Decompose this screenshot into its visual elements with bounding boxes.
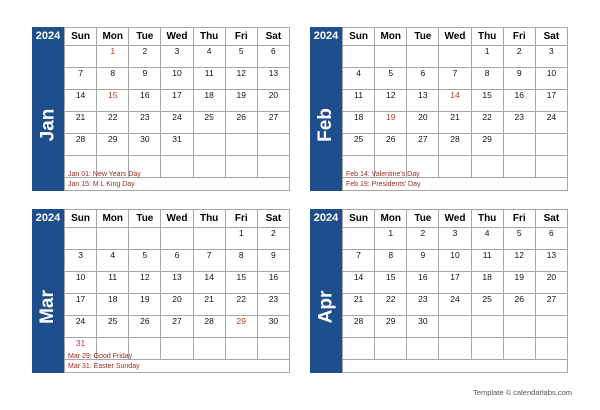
day-cell: 20 <box>535 272 567 294</box>
day-cell: 16 <box>257 272 289 294</box>
week-row <box>343 46 568 68</box>
holiday-notes <box>342 170 568 191</box>
day-cell: 19 <box>375 112 407 134</box>
week-row <box>343 294 568 316</box>
day-cell: 17 <box>535 90 567 112</box>
week-row <box>343 112 568 134</box>
day-cell: 15 <box>375 272 407 294</box>
week-row <box>65 250 290 272</box>
day-cell: 9 <box>129 68 161 90</box>
weekday-header: Mon <box>97 28 129 46</box>
day-cell: 25 <box>343 134 375 156</box>
week-row <box>343 228 568 250</box>
day-cell: 4 <box>471 228 503 250</box>
day-cell: 15 <box>97 90 129 112</box>
week-row <box>65 294 290 316</box>
day-cell: 26 <box>503 294 535 316</box>
day-cell: 12 <box>225 68 257 90</box>
weekday-header: Fri <box>225 210 257 228</box>
day-cell: 11 <box>97 272 129 294</box>
day-cell: 11 <box>471 250 503 272</box>
day-cell: 2 <box>129 46 161 68</box>
day-cell: 9 <box>257 250 289 272</box>
weekday-header: Fri <box>503 28 535 46</box>
holiday-note: Feb 14: Valentine's Day <box>346 171 420 178</box>
day-cell: 4 <box>193 46 225 68</box>
day-cell: 10 <box>65 272 97 294</box>
day-cell: 15 <box>471 90 503 112</box>
weekday-header: Wed <box>161 210 193 228</box>
day-cell: 23 <box>503 112 535 134</box>
day-cell: 8 <box>225 250 257 272</box>
weekday-header: Sun <box>65 28 97 46</box>
day-cell: 13 <box>257 68 289 90</box>
day-cell: 18 <box>343 112 375 134</box>
day-cell: 1 <box>225 228 257 250</box>
weekday-header: Tue <box>407 28 439 46</box>
week-row <box>65 68 290 90</box>
day-cell: 7 <box>439 68 471 90</box>
day-cell: 20 <box>407 112 439 134</box>
weekday-header: Mon <box>375 28 407 46</box>
day-cell: 12 <box>129 272 161 294</box>
holiday-note: Feb 19: Presidents' Day <box>346 181 421 188</box>
day-cell: 8 <box>471 68 503 90</box>
holiday-note: Jan 01: New Years Day <box>68 171 141 178</box>
day-cell: 13 <box>161 272 193 294</box>
day-cell: 22 <box>375 294 407 316</box>
day-cell: 27 <box>257 112 289 134</box>
month-label: Apr <box>315 290 337 324</box>
day-cell: 28 <box>65 134 97 156</box>
holiday-note: Mar 29: Good Friday <box>68 353 133 360</box>
holiday-notes <box>64 170 290 191</box>
weekday-header: Sat <box>535 210 567 228</box>
day-cell: 5 <box>225 46 257 68</box>
day-cell: 25 <box>193 112 225 134</box>
day-cell: 6 <box>535 228 567 250</box>
day-cell <box>161 228 193 250</box>
day-cell: 11 <box>193 68 225 90</box>
day-cell: 2 <box>503 46 535 68</box>
day-cell: 23 <box>257 294 289 316</box>
day-cell: 21 <box>343 294 375 316</box>
week-row <box>65 90 290 112</box>
day-cell: 27 <box>407 134 439 156</box>
day-cell: 23 <box>129 112 161 134</box>
year-label: 2024 <box>313 30 339 42</box>
day-cell: 1 <box>471 46 503 68</box>
day-cell <box>97 228 129 250</box>
holiday-notes <box>342 352 568 373</box>
weekday-header: Tue <box>129 28 161 46</box>
day-cell: 19 <box>503 272 535 294</box>
day-cell <box>375 46 407 68</box>
weekday-header: Sun <box>65 210 97 228</box>
day-cell: 10 <box>439 250 471 272</box>
month-grid <box>64 209 290 360</box>
calendar-mar <box>32 209 290 373</box>
month-sidebar <box>32 209 64 373</box>
weekday-header: Thu <box>193 28 225 46</box>
weekday-header: Tue <box>129 210 161 228</box>
day-cell: 7 <box>65 68 97 90</box>
day-cell: 24 <box>161 112 193 134</box>
day-cell: 19 <box>129 294 161 316</box>
day-cell: 1 <box>375 228 407 250</box>
year-label: 2024 <box>313 212 339 224</box>
weekday-header: Sun <box>343 210 375 228</box>
day-cell: 27 <box>535 294 567 316</box>
day-cell: 20 <box>161 294 193 316</box>
day-cell: 20 <box>257 90 289 112</box>
day-cell: 23 <box>407 294 439 316</box>
week-row <box>65 134 290 156</box>
day-cell: 19 <box>225 90 257 112</box>
weekday-header: Wed <box>439 210 471 228</box>
holiday-note: Mar 31: Easter Sunday <box>68 363 140 370</box>
day-cell: 28 <box>193 316 225 338</box>
year-label: 2024 <box>35 212 61 224</box>
weekday-header: Thu <box>193 210 225 228</box>
holiday-notes <box>64 352 290 373</box>
weekday-header: Sat <box>535 28 567 46</box>
week-row <box>343 272 568 294</box>
day-cell <box>535 134 567 156</box>
day-cell: 12 <box>375 90 407 112</box>
weekday-header: Fri <box>225 28 257 46</box>
month-sidebar <box>32 27 64 191</box>
day-cell: 30 <box>129 134 161 156</box>
day-cell: 4 <box>97 250 129 272</box>
day-cell: 1 <box>97 46 129 68</box>
weekday-header: Tue <box>407 210 439 228</box>
day-cell: 9 <box>407 250 439 272</box>
day-cell: 29 <box>225 316 257 338</box>
month-label-wrap <box>32 267 64 347</box>
day-cell <box>407 46 439 68</box>
calendar-jan <box>32 27 290 191</box>
day-cell: 2 <box>257 228 289 250</box>
day-cell: 9 <box>503 68 535 90</box>
day-cell <box>193 228 225 250</box>
day-cell: 10 <box>161 68 193 90</box>
day-cell: 31 <box>161 134 193 156</box>
week-row <box>65 228 290 250</box>
day-cell: 24 <box>65 316 97 338</box>
day-cell: 29 <box>375 316 407 338</box>
weekday-header: Sat <box>257 210 289 228</box>
day-cell: 6 <box>161 250 193 272</box>
day-cell: 31 <box>65 338 97 360</box>
weekday-header: Sat <box>257 28 289 46</box>
day-cell: 14 <box>343 272 375 294</box>
month-sidebar <box>310 209 342 373</box>
day-cell: 29 <box>97 134 129 156</box>
week-row <box>65 316 290 338</box>
day-cell <box>225 134 257 156</box>
weekday-header: Thu <box>471 28 503 46</box>
day-cell: 29 <box>471 134 503 156</box>
day-cell: 4 <box>343 68 375 90</box>
day-cell: 21 <box>193 294 225 316</box>
day-cell: 16 <box>129 90 161 112</box>
day-cell: 16 <box>503 90 535 112</box>
day-cell: 14 <box>439 90 471 112</box>
month-label-wrap <box>310 267 342 347</box>
day-cell: 24 <box>439 294 471 316</box>
day-cell: 22 <box>225 294 257 316</box>
footer-credit: Template © calendarlabs.com <box>473 388 572 397</box>
day-cell: 14 <box>193 272 225 294</box>
week-row <box>65 46 290 68</box>
day-cell: 30 <box>407 316 439 338</box>
day-cell: 5 <box>503 228 535 250</box>
month-label: Feb <box>315 108 336 142</box>
month-grid <box>64 27 290 178</box>
day-cell: 8 <box>375 250 407 272</box>
day-cell: 28 <box>343 316 375 338</box>
day-cell: 18 <box>193 90 225 112</box>
day-cell: 16 <box>407 272 439 294</box>
month-sidebar <box>310 27 342 191</box>
day-cell: 3 <box>65 250 97 272</box>
week-row <box>343 250 568 272</box>
day-cell: 10 <box>535 68 567 90</box>
weekday-header: Wed <box>439 28 471 46</box>
day-cell: 22 <box>471 112 503 134</box>
holiday-note: Jan 15: M L King Day <box>68 181 135 188</box>
day-cell <box>503 134 535 156</box>
day-cell <box>65 46 97 68</box>
calendar-apr <box>310 209 568 373</box>
day-cell <box>65 228 97 250</box>
day-cell <box>439 46 471 68</box>
day-cell <box>535 316 567 338</box>
day-cell: 6 <box>407 68 439 90</box>
day-cell: 28 <box>439 134 471 156</box>
day-cell: 21 <box>439 112 471 134</box>
day-cell: 7 <box>343 250 375 272</box>
month-label-wrap <box>32 85 64 165</box>
weekday-header: Fri <box>503 210 535 228</box>
weekday-header: Thu <box>471 210 503 228</box>
day-cell <box>193 134 225 156</box>
day-cell: 6 <box>257 46 289 68</box>
week-row <box>65 112 290 134</box>
day-cell: 15 <box>225 272 257 294</box>
day-cell: 5 <box>129 250 161 272</box>
day-cell: 17 <box>65 294 97 316</box>
day-cell: 3 <box>439 228 471 250</box>
weekday-header: Wed <box>161 28 193 46</box>
day-cell: 24 <box>535 112 567 134</box>
day-cell: 8 <box>97 68 129 90</box>
day-cell: 22 <box>97 112 129 134</box>
day-cell: 14 <box>65 90 97 112</box>
day-cell: 25 <box>97 316 129 338</box>
day-cell: 11 <box>343 90 375 112</box>
day-cell: 25 <box>471 294 503 316</box>
day-cell <box>343 46 375 68</box>
day-cell: 13 <box>407 90 439 112</box>
day-cell: 3 <box>535 46 567 68</box>
day-cell: 12 <box>503 250 535 272</box>
month-label-wrap <box>310 85 342 165</box>
day-cell: 26 <box>375 134 407 156</box>
week-row <box>343 68 568 90</box>
day-cell: 26 <box>225 112 257 134</box>
day-cell: 18 <box>471 272 503 294</box>
day-cell: 3 <box>161 46 193 68</box>
day-cell <box>439 316 471 338</box>
month-label: Mar <box>37 290 59 324</box>
year-label: 2024 <box>35 30 61 42</box>
week-row <box>343 90 568 112</box>
month-label: Jan <box>37 108 58 142</box>
month-grid <box>342 27 568 178</box>
day-cell <box>471 316 503 338</box>
day-cell: 17 <box>439 272 471 294</box>
day-cell: 5 <box>375 68 407 90</box>
day-cell <box>343 228 375 250</box>
calendar-feb <box>310 27 568 191</box>
day-cell: 13 <box>535 250 567 272</box>
day-cell: 27 <box>161 316 193 338</box>
day-cell <box>257 134 289 156</box>
week-row <box>343 134 568 156</box>
day-cell: 30 <box>257 316 289 338</box>
week-row <box>343 316 568 338</box>
month-grid <box>342 209 568 360</box>
day-cell: 2 <box>407 228 439 250</box>
weekday-header: Mon <box>97 210 129 228</box>
day-cell: 26 <box>129 316 161 338</box>
weekday-header: Sun <box>343 28 375 46</box>
day-cell: 21 <box>65 112 97 134</box>
day-cell <box>503 316 535 338</box>
day-cell: 17 <box>161 90 193 112</box>
week-row <box>65 272 290 294</box>
day-cell: 18 <box>97 294 129 316</box>
day-cell <box>129 228 161 250</box>
day-cell: 7 <box>193 250 225 272</box>
weekday-header: Mon <box>375 210 407 228</box>
